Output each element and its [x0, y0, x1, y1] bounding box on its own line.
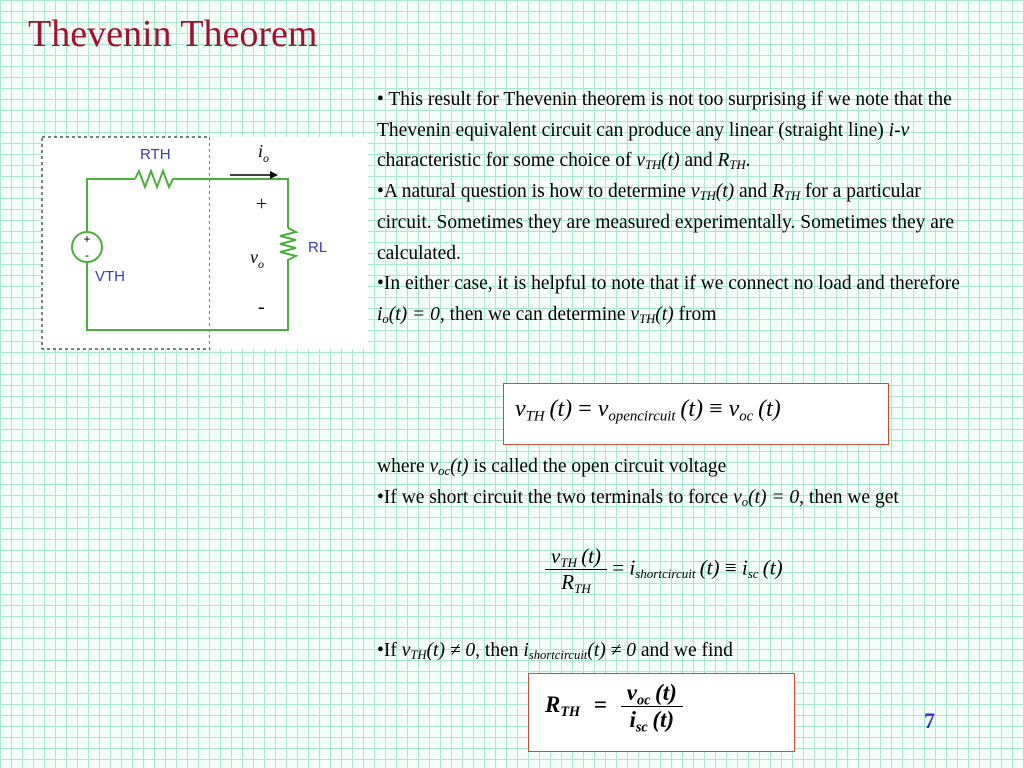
io-label: $i_o$: [258, 141, 270, 165]
body-text-top: [377, 85, 977, 331]
thevenin-box: [42, 137, 210, 349]
body-text-bottom: [377, 636, 977, 667]
where-paragraph: where $v_{oc}(t)$ is called the open circuit voltage: [377, 456, 727, 479]
equation-1: $v_{TH}$ $(t) = v_{opencircuit}$ $(t) \equiv v_{oc}$ (t): [515, 396, 781, 425]
equation-2: $\frac{v_{TH} (t)}{R_{TH}}$ = $i_{shortcircuit}$ $(t) \equiv i_{sc}$ (t): [545, 544, 783, 595]
page-number: 7: [924, 708, 935, 733]
source-plus-sign: +: [83, 232, 91, 246]
equation-3: $R_{TH}$ = $\frac{v_{oc} (t)}{i_{sc} (t)}$: [545, 680, 683, 733]
rl-label: RL: [308, 239, 328, 256]
thevenin-circuit-diagram: [40, 135, 370, 355]
bullet-paragraph-2: •A natural question is how to determine $v_{TH}(t)$ and $R_{TH}$ for a particular circuit. Sometimes they are measured experimentally. Sometimes they are calculated.: [377, 181, 955, 264]
vo-label: $v_o$: [250, 247, 264, 271]
minus-terminal: -: [258, 296, 265, 318]
body-text-middle: [377, 452, 977, 513]
rth-label: RTH: [140, 146, 171, 163]
plus-terminal: +: [256, 193, 268, 215]
bullet-paragraph-5: •If $v_{TH}(t) \ne 0$, then $i_{shortcircuit}(t) \ne 0$ and we find: [377, 640, 733, 663]
slide-title: Thevenin Theorem: [28, 13, 318, 55]
bullet-paragraph-4: •If we short circuit the two terminals to force $v_o(t) = 0$, then we get: [377, 486, 899, 509]
bullet-paragraph-3: •In either case, it is helpful to note that if we connect no load and therefore $i_o(t) = 0$, then we can determine $v_{TH}(t)$ from: [377, 273, 960, 327]
source-minus-sign: -: [85, 248, 89, 262]
bullet-paragraph-1: • This result for Thevenin theorem is not too surprising if we note that the Thevenin equivalent circuit can produce any linear (straight line) i-v characteristic for some choice of $v_{TH}(t)$ and $R_{TH}$.: [377, 89, 952, 173]
vth-label: VTH: [95, 268, 125, 285]
